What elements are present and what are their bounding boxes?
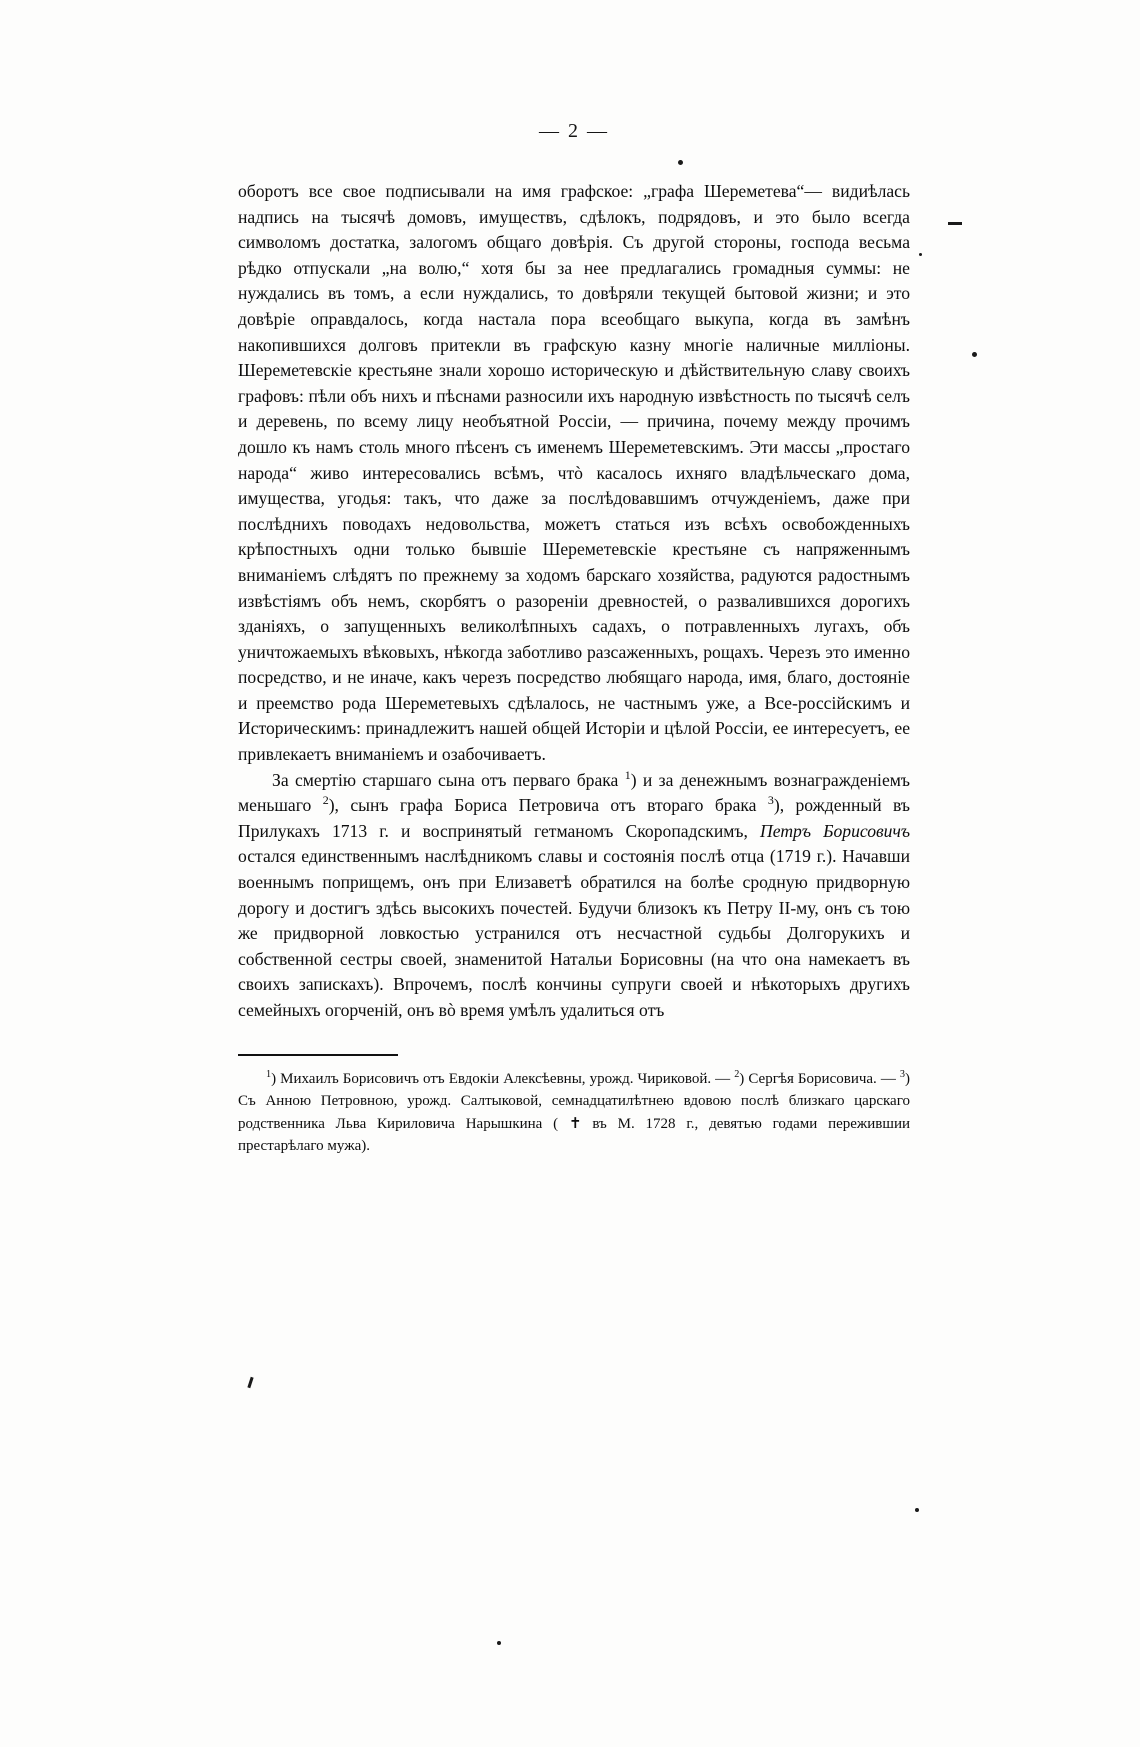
scan-speck — [948, 222, 962, 225]
scan-speck — [247, 1377, 253, 1388]
body-text — [238, 179, 910, 1024]
footnote-ref-2: 2 — [322, 793, 329, 808]
para2-part-c: ), сынъ графа Бориса Петровича отъ втораго брака — [328, 795, 768, 816]
scan-speck — [972, 352, 977, 357]
footnotes-block — [238, 1068, 910, 1158]
footnote-line-2: ) Сергѣя Борисовича. — — [739, 1070, 900, 1087]
scan-speck — [678, 160, 683, 165]
footnote-separator — [238, 1054, 398, 1056]
person-name: Петръ Борисовичъ — [760, 820, 910, 841]
scan-speck — [497, 1641, 501, 1645]
footnote-ref-1: 1 — [624, 767, 631, 782]
footnote-ref-3: 3 — [767, 793, 774, 808]
footnote-marker-1: 1 — [266, 1068, 272, 1080]
scan-speck — [919, 253, 922, 256]
paragraph-2 — [238, 768, 910, 1024]
page-number: — 2 — — [539, 120, 609, 142]
para2-part-e: остался единственнымъ наслѣдникомъ славы и состоянія послѣ отца (1719 г.). Начавши военнымъ поприщемъ, онъ при Елизаветѣ обратился на болѣе сродную придворную дорогу и достигъ здѣсь высокихъ почестей. Будучи близокъ къ Петру II-му, онъ съ тою же придворной ловкостью устранился отъ несчастной судьбы Долгорукихъ и собственной сестры своей, знаменитой Натальи Борисовны (на что она намекаетъ въ своихъ запискахъ). Впрочемъ, послѣ кончины супруги своей и нѣкоторыхъ другихъ семейныхъ огорченій, онъ вò время умѣлъ удалиться отъ — [238, 846, 910, 1020]
scan-speck — [915, 1508, 919, 1512]
para2-part-b: ) и за денежнымъ вознагражденіемъ меньшаго — [238, 769, 910, 816]
footnote-line-3: ) Съ Анною Петровною, урожд. Салтыковой, семнадцатилѣтнею вдовою послѣ близкаго царскаго родственника Льва Кириловича Нарышкина ( ✝ въ М. 1728 г., девятью годами пережившии престарѣлаго мужа). — [238, 1070, 910, 1155]
page-content — [238, 120, 910, 1158]
footnote-text — [238, 1068, 910, 1158]
footnote-marker-2: 2 — [734, 1068, 740, 1080]
paragraph-1: оборотъ все свое подписывали на имя графское: „графа Шереметева“— видиѣлась надпись на тысячѣ домовъ, имуществъ, сдѣлокъ, подрядовъ, и это было всегда символомъ достатка, залогомъ общаго довѣрія. Съ другой стороны, господа весьма рѣдко отпускали „на волю,“ хотя бы за нее предлагались громадныя суммы: не нуждались въ томъ, а если нуждались, то довѣряли текущей бытовой жизни; и это довѣріе оправдалось, когда настала пора всеобщаго выкупа, когда въ замѣнъ накопившихся долговъ притекли въ графскую казну многіе наличные милліоны. Шереметевскіе крестьяне знали хорошо историческую и дѣйствительную славу своихъ графовъ: пѣли объ нихъ и пѣснами разносили ихъ народную извѣстность по тысячѣ селъ и деревень, по всему лицу необъятной Россіи, — причина, почему между прочимъ дошло къ намъ столь много пѣсенъ съ именемъ Шереметевскимъ. Эти массы „простаго народа“ живо интересовались всѣмъ, чтò касалось ихняго владѣльческаго дома, имущества, угодья: такъ, что даже за послѣдовавшимъ отчужденіемъ, даже при послѣднихъ поводахъ недовольства, можетъ статься изъ всѣхъ освобожденныхъ крѣпостныхъ одни только бывшіе Шереметевскіе крестьяне съ напряженнымъ вниманіемъ слѣдятъ по прежнему за ходомъ барскаго хозяйства, радуются радостнымъ извѣстіямъ объ немъ, скорбятъ о разореніи древностей, о развалившихся дорогихъ зданіяхъ, о запущенныхъ великолѣпныхъ садахъ, о потравленныхъ лугахъ, объ уничтожаемыхъ вѣковыхъ, нѣкогда заботливо разсаженныхъ, рощахъ. Черезъ это именно посредство, и не иначе, какъ черезъ посредство любящаго народа, имя, благо, достояніе и преемство рода Шереметевыхъ сдѣлалось, не частнымъ уже, а Все-россійскимъ и Историческимъ: принадлежитъ нашей общей Исторіи и цѣлой Россіи, ее интересуетъ, ее привлекаетъ вниманіемъ и озабочиваетъ. — [238, 181, 910, 765]
footnote-marker-3: 3 — [899, 1068, 905, 1080]
para2-part-a: За смертію старшаго сына отъ перваго брака — [272, 769, 625, 790]
para2-part-d: ), рожденный въ Прилукахъ 1713 г. и воспринятый гетманомъ Скоропадскимъ, — [238, 795, 910, 841]
footnote-line-1: ) Михаилъ Борисовичъ отъ Евдокіи Алексѣевны, урожд. Чириковой. — — [271, 1070, 735, 1087]
